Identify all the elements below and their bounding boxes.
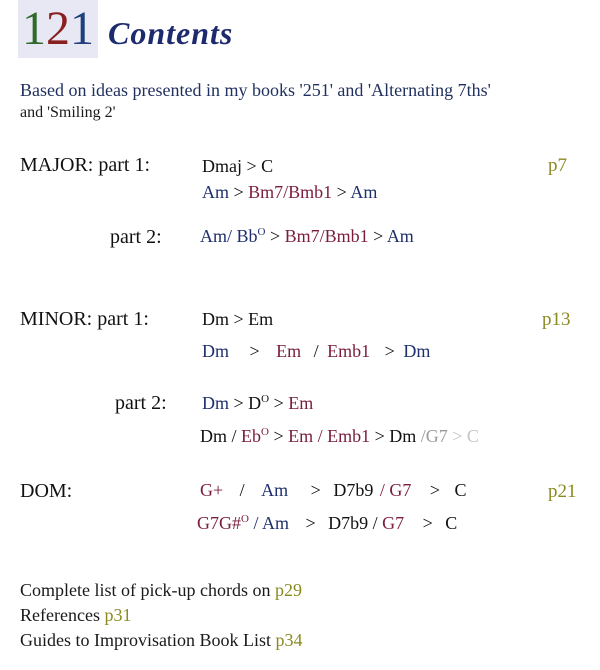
chord: Am/ Bb [200, 226, 258, 246]
intro-line-1: Based on ideas presented in my books '251' and 'Alternating 7ths' [20, 80, 491, 100]
major-part1-label: MAJOR: part 1: [20, 154, 150, 176]
arrow: > [229, 182, 249, 202]
footer-text: Complete list of pick-up chords on [20, 580, 275, 600]
arrow: > [384, 341, 395, 361]
chord: Em [276, 341, 302, 361]
page-title: Contents [108, 15, 234, 51]
number-digit: 2 [46, 2, 70, 55]
number-digit: 1 [22, 2, 46, 55]
slash: / [239, 480, 245, 500]
arrow: > [332, 182, 351, 202]
chord: G+ [200, 480, 224, 500]
arrow: > [368, 226, 387, 246]
chord: G7G# [197, 513, 241, 533]
arrow: > [429, 480, 440, 500]
footer-text: Guides to Improvisation Book List [20, 630, 276, 650]
slash: / [313, 341, 319, 361]
major-part1-line2 [202, 182, 377, 203]
chord: Dm [389, 426, 417, 446]
arrow: > [422, 513, 433, 533]
chord: Bm7/Bmb1 [284, 226, 369, 246]
chord: Dm [403, 341, 431, 361]
dom-line1 [200, 480, 467, 501]
major-page-ref[interactable]: p7 [548, 155, 567, 176]
chord: Am [261, 480, 289, 500]
chord: D7b9 [333, 480, 374, 500]
footer-text: References [20, 605, 105, 625]
dom-page-ref[interactable]: p21 [548, 481, 577, 502]
minor-part2-line2 [200, 426, 479, 447]
footer-references [20, 605, 131, 626]
arrow: > [310, 480, 321, 500]
major-part1-line1 [202, 156, 273, 177]
chord: Dm [202, 393, 229, 413]
minor-part1-label: MINOR: part 1: [20, 308, 149, 330]
chord: Am [386, 226, 414, 246]
chord: Am [350, 182, 378, 202]
chord: Dm / [200, 426, 237, 446]
chord: Emb1 [327, 341, 371, 361]
minor-part1-line2 [202, 341, 430, 362]
chord: C [445, 513, 458, 533]
chord: / Am [248, 513, 289, 533]
dim-symbol: O [257, 226, 266, 238]
arrow: > [249, 341, 260, 361]
intro-line-2: and 'Smiling 2' [20, 104, 116, 121]
chord: > D [229, 393, 262, 413]
arrow: > [268, 426, 289, 446]
chord: Em [288, 393, 314, 413]
arrow: > [305, 513, 316, 533]
major-part2-line [200, 226, 414, 247]
arrow: > [265, 226, 285, 246]
chord: Eb [241, 426, 262, 446]
page-link[interactable]: p34 [275, 630, 303, 650]
arrow: > [370, 426, 390, 446]
chord: Am [202, 182, 229, 202]
minor-page-ref[interactable]: p13 [542, 309, 571, 330]
chord: Dmaj [202, 156, 242, 176]
footer-book-list [20, 630, 303, 651]
minor-part1-line1: Dm > Em [202, 309, 274, 329]
dim-symbol: O [261, 426, 269, 438]
chord: C [454, 480, 467, 500]
dom-line2 [197, 513, 457, 534]
footer-pickup-chords [20, 580, 302, 601]
chord: /G7 [416, 426, 448, 446]
page-link[interactable]: p31 [104, 605, 132, 625]
minor-part2-line1 [202, 393, 313, 414]
page-link[interactable]: p29 [274, 580, 302, 600]
major-part2-label: part 2: [110, 226, 162, 248]
chord: Bm7/Bmb1 [248, 182, 333, 202]
dim-symbol: O [241, 513, 249, 525]
chord: Dm [202, 341, 229, 361]
dom-label: DOM: [20, 480, 73, 502]
chord: D7b9 / [328, 513, 378, 533]
number-digit: 1 [70, 2, 94, 55]
chord: > C [242, 156, 274, 176]
dim-symbol: O [261, 393, 270, 405]
chord: / G7 [379, 480, 412, 500]
arrow: > [269, 393, 289, 413]
chord: G7 [382, 513, 405, 533]
chord: Em / Emb1 [288, 426, 371, 446]
minor-part2-label: part 2: [115, 392, 167, 414]
page-number [22, 2, 94, 56]
chord: > C [447, 426, 479, 446]
